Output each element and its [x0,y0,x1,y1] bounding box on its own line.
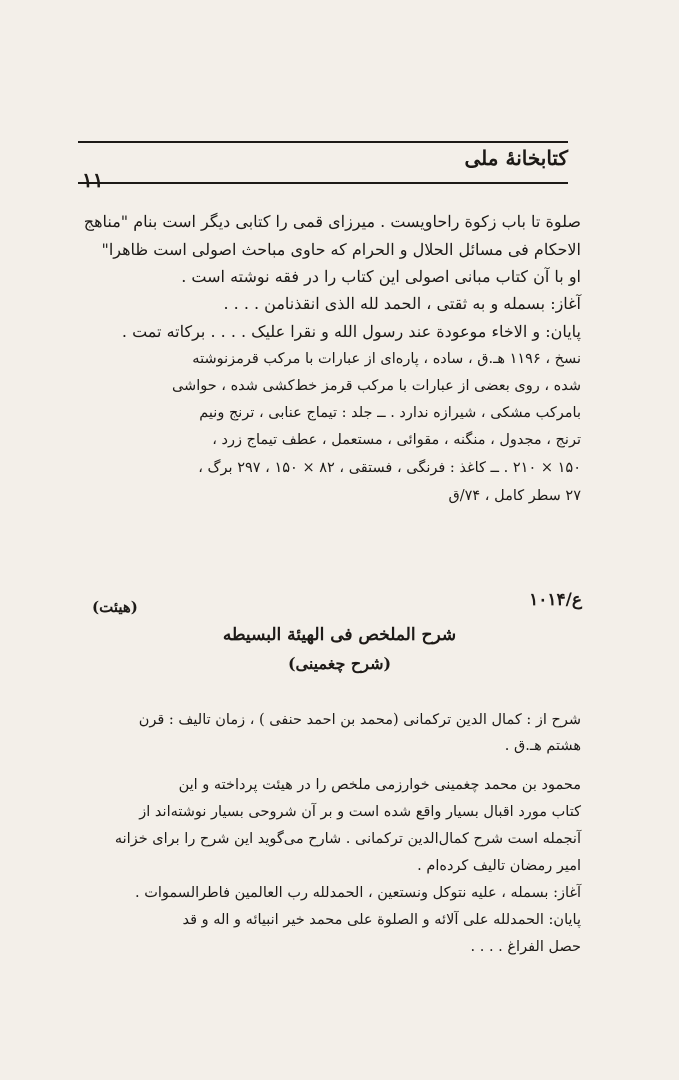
entry1-description-line: نسخ ، ۱۱۹۶ هـ.ق ، ساده ، پاره‌ای از عبارات با مرکب قرمزنوشته [192,351,581,367]
entry1-description-line: ۲۷ سطر کامل ، ۷۴/ق [448,488,581,504]
entry2-body-line: محمود بن محمد چغمینی خوارزمی ملخص را در هیئت پرداخته و این [178,777,581,793]
entry-title: شرح الملخص فی الهیئة البسیطه [222,625,457,645]
entry1-description-line: ترنج ، مجدول ، منگنه ، مقوائی ، مستعمل ، عطف تیماج زرد ، [212,432,581,448]
entry2-payan-line: پایان: الحمدلله علی آلائه و الصلوة علی محمد خیر انبیائه و اله و قد [182,912,581,928]
entry2-sharh-line: هشتم هـ.ق . [504,738,581,754]
entry1-aghaz: آغاز: بسمله و به ثقتی ، الحمد لله الذی انقذنامن . . . . [223,294,581,313]
entry2-body-line: امیر رمضان تالیف کرده‌ام . [417,858,581,874]
entry1-description-line: ۱۵۰ × ۲۱۰ . ــ کاغذ : فرنگی ، فستقی ، ۸۲ × ۱۵۰ ، ۲۹۷ برگ ، [198,460,581,476]
entry1-text-line: او با آن کتاب مبانی اصولی این کتاب را در فقه نوشته است . [181,267,581,286]
entry2-aghaz: آغاز: بسمله ، علیه نتوکل ونستعین ، الحمدلله رب العالمین فاطرالسموات . [134,885,581,901]
entry1-text-line: صلوة تا باب زکوة راحاویست . میرزای قمی را کتابی دیگر است بنام "مناهج [83,212,581,231]
entry-number: ۱۰۱۴/ع [529,590,582,610]
entry2-body-line: آنجمله است شرح کمال‌الدین ترکمانی . شارح می‌گوید این شرح را برای خزانه [114,831,581,847]
entry-subtitle: (شرح چغمینی) [287,654,392,673]
entry2-body-line: کتاب مورد اقبال بسیار واقع شده است و بر آن شروحی بسیار نوشته‌اند از [139,804,581,820]
entry1-payan: پایان: و الاخاء موعودة عند رسول الله و نقرا علیک . . . . برکاته تمت . [121,322,581,341]
page-number: ۱۱ [82,168,104,192]
entry1-description-line: شده ، روی بعضی از عبارات با مرکب قرمز خط‌کشی شده ، حواشی [171,378,581,394]
entry1-text-line: الاحکام فی مسائل الحلال و الحرام که حاوی مباحث اصولی است ظاهرا" [101,240,581,259]
entry2-sharh-line: شرح از : کمال الدین ترکمانی (محمد بن احمد حنفی ) ، زمان تالیف : قرن [138,712,581,728]
subject-label: (هیئت) [92,598,138,616]
header-rule-bottom [78,182,568,184]
header-rule-top [78,141,568,143]
header-title: کتابخانهٔ ملی [464,146,568,170]
entry2-payan-line: حصل الفراغ . . . . [470,939,581,955]
entry1-description-line: بامرکب مشکی ، شیرازه ندارد . ــ جلد : تیماج عنابی ، ترنج ونیم [199,405,581,421]
